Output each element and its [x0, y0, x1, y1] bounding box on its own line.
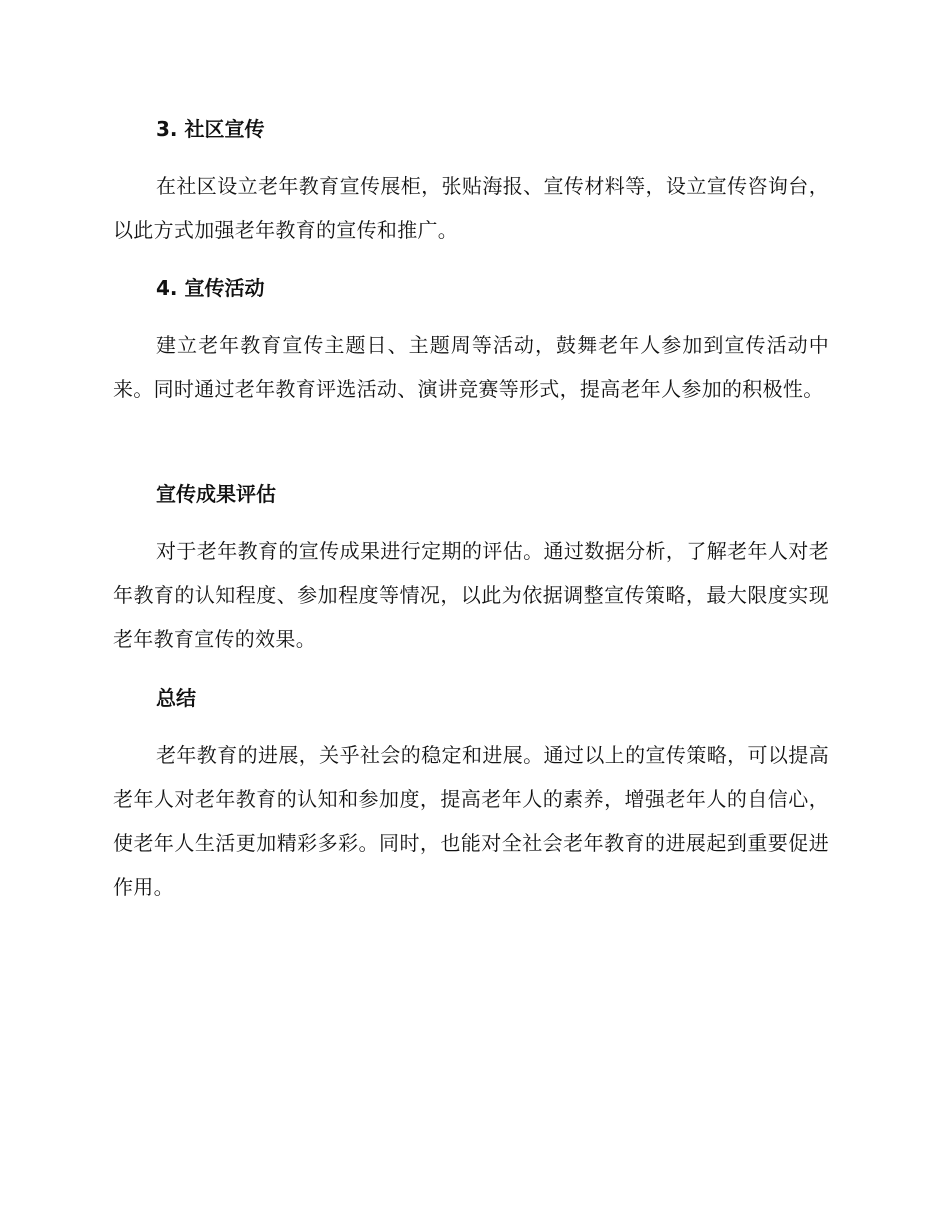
- section-heading: 总结: [156, 686, 196, 710]
- section-heading: 3. 社区宣传: [156, 117, 265, 141]
- section-promotion-activities: [113, 273, 829, 411]
- section-community-promotion: [113, 114, 829, 252]
- section-heading: 4. 宣传活动: [156, 276, 265, 300]
- section-paragraph: 老年教育的进展，关乎社会的稳定和进展。通过以上的宣传策略，可以提高老年人对老年教育的认知和参加度，提高老年人的素养，增强老年人的自信心，使老年人生活更加精彩多彩。同时，也能对全社会老年教育的进展起到重要促进作用。: [113, 743, 829, 899]
- section-paragraph: 建立老年教育宣传主题日、主题周等活动，鼓舞老年人参加到宣传活动中来。同时通过老年教育评选活动、演讲竞赛等形式，提高老年人参加的积极性。: [113, 333, 829, 401]
- section-paragraph: 对于老年教育的宣传成果进行定期的评估。通过数据分析，了解老年人对老年教育的认知程度、参加程度等情况，以此为依据调整宣传策略，最大限度实现老年教育宣传的效果。: [113, 539, 829, 651]
- section-summary: [113, 683, 829, 909]
- section-results-evaluation: [113, 479, 829, 661]
- section-paragraph: 在社区设立老年教育宣传展柜，张贴海报、宣传材料等，设立宣传咨询台，以此方式加强老年教育的宣传和推广。: [113, 174, 829, 242]
- section-heading: 宣传成果评估: [156, 482, 276, 506]
